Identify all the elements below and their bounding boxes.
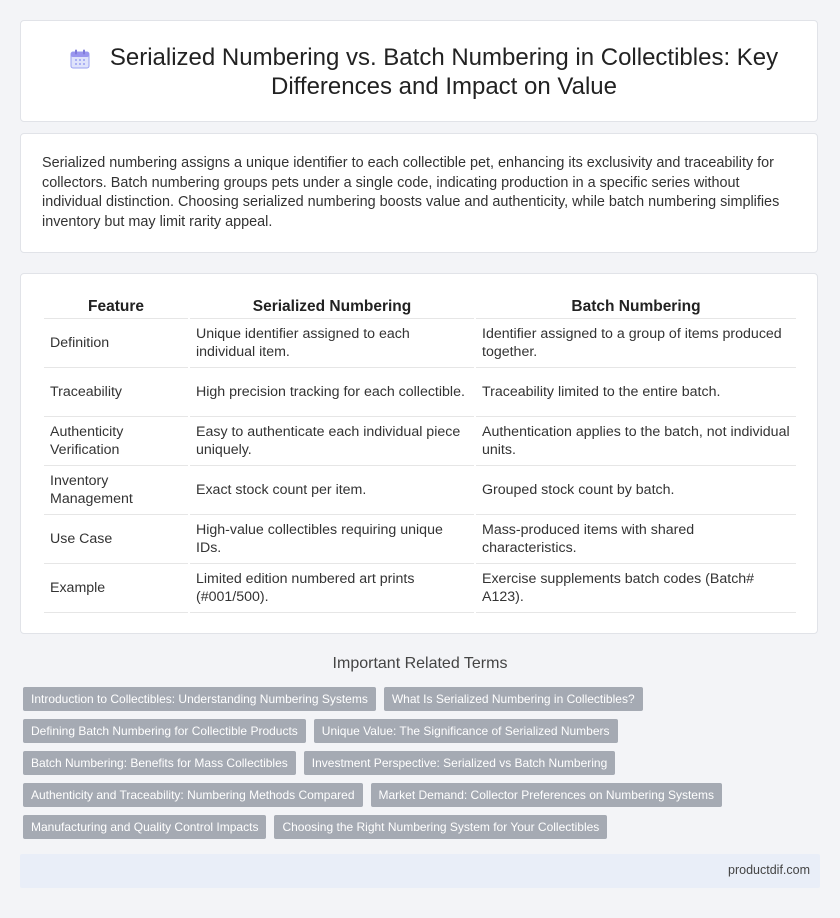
- related-term-link[interactable]: Manufacturing and Quality Control Impacts: [23, 815, 266, 839]
- table-cell: High precision tracking for each collectible.: [190, 368, 474, 417]
- related-terms-list: [23, 687, 823, 847]
- column-header: Feature: [44, 296, 188, 319]
- related-terms-heading: Important Related Terms: [332, 655, 508, 672]
- related-term-link[interactable]: Batch Numbering: Benefits for Mass Collectibles: [23, 751, 296, 775]
- table-cell: Mass-produced items with shared characteristics.: [476, 515, 796, 564]
- table-cell: High-value collectibles requiring unique IDs.: [190, 515, 474, 564]
- table-cell: Use Case: [44, 515, 188, 564]
- table-cell: Identifier assigned to a group of items produced together.: [476, 319, 796, 368]
- table-cell: Authentication applies to the batch, not individual units.: [476, 417, 796, 466]
- table-cell: Easy to authenticate each individual piece uniquely.: [190, 417, 474, 466]
- table-cell: Inventory Management: [44, 466, 188, 515]
- page-title: Serialized Numbering vs. Batch Numbering in Collectibles: Key Differences and Impact on Value: [109, 44, 779, 100]
- table-cell: Unique identifier assigned to each individual item.: [190, 319, 474, 368]
- related-term-link[interactable]: Choosing the Right Numbering System for Your Collectibles: [274, 815, 607, 839]
- title-card: [20, 20, 818, 122]
- intro-card: [20, 133, 818, 253]
- table-row: [44, 515, 796, 564]
- table-cell: Example: [44, 564, 188, 613]
- related-term-link[interactable]: Unique Value: The Significance of Serialized Numbers: [314, 719, 618, 743]
- related-term-link[interactable]: What Is Serialized Numbering in Collectibles?: [384, 687, 643, 711]
- related-term-link[interactable]: Authenticity and Traceability: Numbering Methods Compared: [23, 783, 363, 807]
- column-header: Serialized Numbering: [190, 296, 474, 319]
- table-cell: Grouped stock count by batch.: [476, 466, 796, 515]
- table-cell: Exercise supplements batch codes (Batch# A123).: [476, 564, 796, 613]
- column-header: Batch Numbering: [476, 296, 796, 319]
- table-cell: Limited edition numbered art prints (#001/500).: [190, 564, 474, 613]
- comparison-card: [20, 273, 818, 634]
- table-cell: Definition: [44, 319, 188, 368]
- table-cell: Exact stock count per item.: [190, 466, 474, 515]
- table-cell: Traceability: [44, 368, 188, 417]
- table-row: [44, 319, 796, 368]
- table-row: [44, 564, 796, 613]
- related-term-link[interactable]: Investment Perspective: Serialized vs Batch Numbering: [304, 751, 615, 775]
- footer-site-link[interactable]: productdif.com: [728, 863, 810, 877]
- table-row: [44, 368, 796, 417]
- table-row: [44, 466, 796, 515]
- related-term-link[interactable]: Market Demand: Collector Preferences on Numbering Systems: [371, 783, 722, 807]
- table-row: [44, 417, 796, 466]
- comparison-table: [42, 296, 798, 613]
- intro-text: Serialized numbering assigns a unique identifier to each collectible pet, enhancing its exclusivity and traceability for collectors. Batch numbering groups pets under a single code, indicating production in a specific series without individual distinction. Choosing serialized numbering boosts value and authenticity, while batch numbering simplifies inventory but may limit rarity appeal.: [42, 155, 780, 230]
- footer: [20, 854, 820, 888]
- related-term-link[interactable]: Introduction to Collectibles: Understanding Numbering Systems: [23, 687, 376, 711]
- related-term-link[interactable]: Defining Batch Numbering for Collectible Products: [23, 719, 306, 743]
- table-header-row: [44, 296, 796, 319]
- table-cell: Traceability limited to the entire batch.: [476, 368, 796, 417]
- table-cell: Authenticity Verification: [44, 417, 188, 466]
